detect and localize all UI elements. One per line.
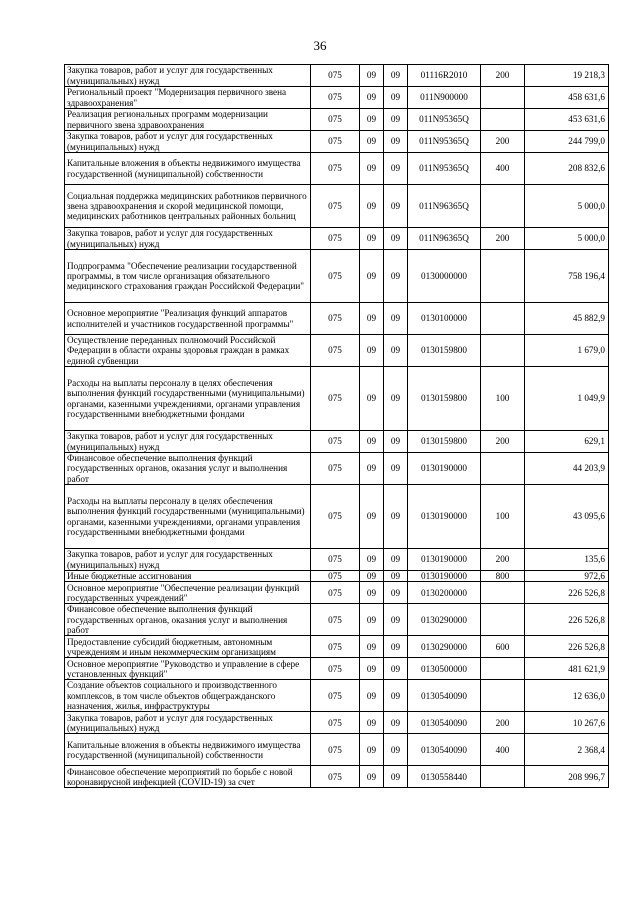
row-name: Финансовое обеспечение выполнения функций государственных органов, оказания услуг и выполнения работ: [65, 453, 311, 485]
row-target-article: 011N900000: [408, 87, 481, 109]
row-subsection: 09: [384, 185, 408, 228]
row-amount: 208 832,6: [525, 153, 609, 185]
row-gov-code: 075: [311, 87, 360, 109]
row-subsection: 09: [384, 549, 408, 571]
row-target-article: 0130159800: [408, 335, 481, 367]
row-section: 09: [360, 87, 384, 109]
row-subsection: 09: [384, 453, 408, 485]
row-expense-kind: 200: [481, 131, 525, 153]
row-target-article: 0130540090: [408, 712, 481, 734]
row-subsection: 09: [384, 153, 408, 185]
budget-table: [64, 64, 609, 788]
row-subsection: 09: [384, 335, 408, 367]
row-amount: 226 526,8: [525, 582, 609, 604]
row-expense-kind: 400: [481, 734, 525, 766]
row-gov-code: 075: [311, 766, 360, 788]
row-expense-kind: [481, 185, 525, 228]
row-subsection: 09: [384, 680, 408, 712]
row-name: Закупка товаров, работ и услуг для государственных (муниципальных) нужд: [65, 431, 311, 453]
row-section: 09: [360, 453, 384, 485]
row-gov-code: 075: [311, 250, 360, 303]
table-row: [65, 680, 609, 712]
row-section: 09: [360, 680, 384, 712]
row-gov-code: 075: [311, 431, 360, 453]
row-amount: 226 526,8: [525, 604, 609, 636]
row-gov-code: 075: [311, 712, 360, 734]
row-section: 09: [360, 153, 384, 185]
row-expense-kind: 100: [481, 485, 525, 549]
row-expense-kind: [481, 582, 525, 604]
row-name: Иные бюджетные ассигнования: [65, 571, 311, 582]
row-expense-kind: [481, 109, 525, 131]
row-expense-kind: [481, 335, 525, 367]
row-target-article: 011N96365Q: [408, 185, 481, 228]
row-gov-code: 075: [311, 734, 360, 766]
row-subsection: 09: [384, 228, 408, 250]
table-row: [65, 604, 609, 636]
row-expense-kind: 200: [481, 712, 525, 734]
row-amount: 244 799,0: [525, 131, 609, 153]
row-amount: 43 095,6: [525, 485, 609, 549]
row-section: 09: [360, 766, 384, 788]
row-section: 09: [360, 431, 384, 453]
row-section: 09: [360, 582, 384, 604]
row-expense-kind: [481, 680, 525, 712]
row-section: 09: [360, 734, 384, 766]
row-target-article: 011N95365Q: [408, 109, 481, 131]
row-gov-code: 075: [311, 109, 360, 131]
row-name: Закупка товаров, работ и услуг для государственных (муниципальных) нужд: [65, 549, 311, 571]
row-amount: 629,1: [525, 431, 609, 453]
row-subsection: 09: [384, 485, 408, 549]
row-expense-kind: [481, 87, 525, 109]
row-amount: 135,6: [525, 549, 609, 571]
row-name: Региональный проект "Модернизация первичного звена здравоохранения": [65, 87, 311, 109]
row-name: Расходы на выплаты персоналу в целях обеспечения выполнения функций государственными (муниципальными) органами, казенными учреждениями, органами управления государственными внебюджетными фондами: [65, 367, 311, 431]
row-gov-code: 075: [311, 680, 360, 712]
row-name: Основное мероприятие "Руководство и управление в сфере установленных функций": [65, 658, 311, 680]
table-row: [65, 335, 609, 367]
row-target-article: 0130558440: [408, 766, 481, 788]
row-target-article: 0130190000: [408, 571, 481, 582]
table-row: [65, 582, 609, 604]
row-subsection: 09: [384, 636, 408, 658]
row-subsection: 09: [384, 65, 408, 87]
row-amount: 208 996,7: [525, 766, 609, 788]
table-row: [65, 87, 609, 109]
row-target-article: 0130540090: [408, 680, 481, 712]
row-name: Предоставление субсидий бюджетным, автономным учреждениям и иным некоммерческим организациям: [65, 636, 311, 658]
table-row: [65, 228, 609, 250]
row-amount: 10 267,6: [525, 712, 609, 734]
row-expense-kind: 200: [481, 65, 525, 87]
row-target-article: 0130159800: [408, 367, 481, 431]
row-gov-code: 075: [311, 65, 360, 87]
row-expense-kind: [481, 303, 525, 335]
row-gov-code: 075: [311, 582, 360, 604]
row-gov-code: 075: [311, 604, 360, 636]
row-amount: 5 000,0: [525, 185, 609, 228]
row-gov-code: 075: [311, 335, 360, 367]
row-gov-code: 075: [311, 185, 360, 228]
row-section: 09: [360, 335, 384, 367]
row-section: 09: [360, 131, 384, 153]
row-gov-code: 075: [311, 658, 360, 680]
row-subsection: 09: [384, 766, 408, 788]
table-row: [65, 658, 609, 680]
row-target-article: 0130500000: [408, 658, 481, 680]
row-name: Закупка товаров, работ и услуг для государственных (муниципальных) нужд: [65, 131, 311, 153]
row-expense-kind: [481, 766, 525, 788]
row-name: Реализация региональных программ модернизации первичного звена здравоохранения: [65, 109, 311, 131]
row-amount: 1 049,9: [525, 367, 609, 431]
table-row: [65, 250, 609, 303]
row-section: 09: [360, 109, 384, 131]
row-amount: 453 631,6: [525, 109, 609, 131]
table-row: [65, 766, 609, 788]
row-section: 09: [360, 712, 384, 734]
row-expense-kind: 200: [481, 431, 525, 453]
row-subsection: 09: [384, 250, 408, 303]
row-target-article: 0130100000: [408, 303, 481, 335]
row-expense-kind: 800: [481, 571, 525, 582]
row-name: Закупка товаров, работ и услуг для государственных (муниципальных) нужд: [65, 228, 311, 250]
row-name: Создание объектов социального и производственного комплексов, в том числе объектов общегражданского назначения, жилья, инфраструктуры: [65, 680, 311, 712]
row-gov-code: 075: [311, 636, 360, 658]
budget-table-body: [65, 65, 609, 788]
row-section: 09: [360, 485, 384, 549]
row-name: Расходы на выплаты персоналу в целях обеспечения выполнения функций государственными (муниципальными) органами, казенными учреждениями, органами управления государственными внебюджетными фондами: [65, 485, 311, 549]
row-section: 09: [360, 65, 384, 87]
row-subsection: 09: [384, 87, 408, 109]
row-amount: 972,6: [525, 571, 609, 582]
row-section: 09: [360, 367, 384, 431]
page-number: 36: [313, 38, 327, 53]
row-name: Закупка товаров, работ и услуг для государственных (муниципальных) нужд: [65, 712, 311, 734]
row-subsection: 09: [384, 734, 408, 766]
row-amount: 758 196,4: [525, 250, 609, 303]
row-target-article: 01116R2010: [408, 65, 481, 87]
row-amount: 1 679,0: [525, 335, 609, 367]
row-name: Финансовое обеспечение выполнения функций государственных органов, оказания услуг и выполнения работ: [65, 604, 311, 636]
row-expense-kind: [481, 453, 525, 485]
row-expense-kind: 400: [481, 153, 525, 185]
row-expense-kind: 200: [481, 549, 525, 571]
row-subsection: 09: [384, 131, 408, 153]
table-row: [65, 431, 609, 453]
row-gov-code: 075: [311, 153, 360, 185]
row-amount: 481 621,9: [525, 658, 609, 680]
row-target-article: 0130190000: [408, 453, 481, 485]
row-target-article: 0130000000: [408, 250, 481, 303]
row-target-article: 0130159800: [408, 431, 481, 453]
row-target-article: 0130190000: [408, 485, 481, 549]
row-gov-code: 075: [311, 453, 360, 485]
row-name: Основное мероприятие "Реализация функций аппаратов исполнителей и участников государственной программы": [65, 303, 311, 335]
table-row: [65, 571, 609, 582]
row-section: 09: [360, 228, 384, 250]
row-subsection: 09: [384, 658, 408, 680]
table-row: [65, 712, 609, 734]
row-section: 09: [360, 571, 384, 582]
table-row: [65, 485, 609, 549]
row-gov-code: 075: [311, 549, 360, 571]
row-expense-kind: [481, 250, 525, 303]
row-section: 09: [360, 250, 384, 303]
table-row: [65, 153, 609, 185]
row-expense-kind: [481, 658, 525, 680]
row-target-article: 0130200000: [408, 582, 481, 604]
row-target-article: 0130290000: [408, 604, 481, 636]
table-row: [65, 453, 609, 485]
row-section: 09: [360, 303, 384, 335]
row-section: 09: [360, 636, 384, 658]
row-gov-code: 075: [311, 303, 360, 335]
table-row: [65, 109, 609, 131]
table-row: [65, 549, 609, 571]
row-expense-kind: [481, 604, 525, 636]
row-name: Основное мероприятие "Обеспечение реализации функций государственных учреждений": [65, 582, 311, 604]
row-expense-kind: 600: [481, 636, 525, 658]
table-row: [65, 185, 609, 228]
row-subsection: 09: [384, 571, 408, 582]
row-gov-code: 075: [311, 571, 360, 582]
row-amount: 45 882,9: [525, 303, 609, 335]
row-target-article: 011N95365Q: [408, 153, 481, 185]
row-subsection: 09: [384, 712, 408, 734]
row-section: 09: [360, 658, 384, 680]
row-subsection: 09: [384, 431, 408, 453]
row-gov-code: 075: [311, 485, 360, 549]
row-expense-kind: 100: [481, 367, 525, 431]
row-name: Закупка товаров, работ и услуг для государственных (муниципальных) нужд: [65, 65, 311, 87]
row-target-article: 0130290000: [408, 636, 481, 658]
table-row: [65, 367, 609, 431]
table-row: [65, 734, 609, 766]
table-row: [65, 131, 609, 153]
row-name: Финансовое обеспечение мероприятий по борьбе с новой коронавирусной инфекцией (COVID-19) за счет: [65, 766, 311, 788]
row-name: Капитальные вложения в объекты недвижимого имущества государственной (муниципальной) собственности: [65, 153, 311, 185]
row-subsection: 09: [384, 109, 408, 131]
row-amount: 2 368,4: [525, 734, 609, 766]
table-row: [65, 636, 609, 658]
row-section: 09: [360, 549, 384, 571]
row-gov-code: 075: [311, 228, 360, 250]
row-subsection: 09: [384, 604, 408, 636]
row-name: Подпрограмма "Обеспечение реализации государственной программы, в том числе организация обязательного медицинского страхования граждан Российской Федерации": [65, 250, 311, 303]
row-target-article: 0130190000: [408, 549, 481, 571]
row-section: 09: [360, 604, 384, 636]
row-subsection: 09: [384, 582, 408, 604]
row-target-article: 0130540090: [408, 734, 481, 766]
row-subsection: 09: [384, 303, 408, 335]
row-gov-code: 075: [311, 131, 360, 153]
row-section: 09: [360, 185, 384, 228]
row-amount: 44 203,9: [525, 453, 609, 485]
row-amount: 458 631,6: [525, 87, 609, 109]
row-name: Социальная поддержка медицинских работников первичного звена здравоохранения и скорой медицинской помощи, медицинских работников центральных районных больниц: [65, 185, 311, 228]
row-expense-kind: 200: [481, 228, 525, 250]
row-subsection: 09: [384, 367, 408, 431]
row-amount: 226 526,8: [525, 636, 609, 658]
row-target-article: 011N96365Q: [408, 228, 481, 250]
row-target-article: 011N95365Q: [408, 131, 481, 153]
row-gov-code: 075: [311, 367, 360, 431]
table-row: [65, 65, 609, 87]
row-amount: 12 636,0: [525, 680, 609, 712]
row-name: Капитальные вложения в объекты недвижимого имущества государственной (муниципальной) собственности: [65, 734, 311, 766]
row-name: Осуществление переданных полномочий Российской Федерации в области охраны здоровья граждан в рамках единой субвенции: [65, 335, 311, 367]
row-amount: 5 000,0: [525, 228, 609, 250]
row-amount: 19 218,3: [525, 65, 609, 87]
table-row: [65, 303, 609, 335]
